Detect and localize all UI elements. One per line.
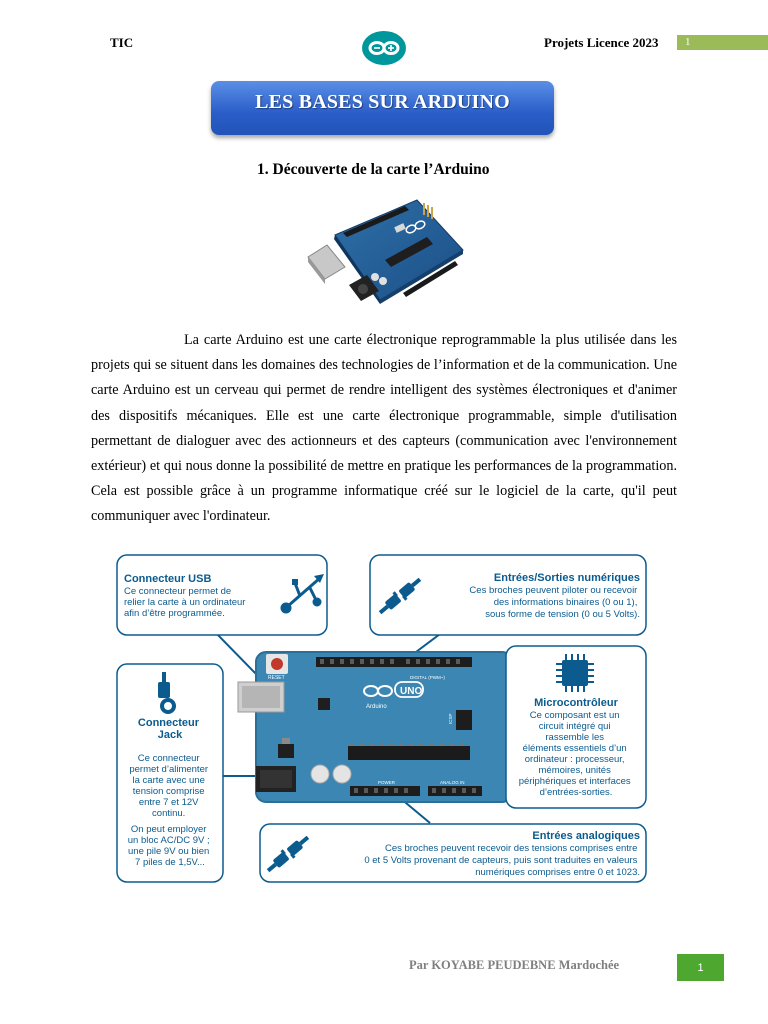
callout-usb-title: Connecteur USB	[124, 573, 212, 585]
callout-digital-line: Ces broches peuvent piloter ou recevoir	[469, 585, 638, 596]
callout-analog-title: Entrées analogiques	[532, 830, 640, 842]
callout-analog-line: numériques comprises entre 0 et 1023.	[475, 867, 640, 878]
callout-jack	[117, 664, 223, 882]
callout-micro-line: circuit intégré qui	[538, 721, 611, 732]
callout-micro-line: d’entrées-sorties.	[539, 787, 613, 798]
callout-jack-line: On peut employer	[130, 824, 207, 835]
callout-jack-line: 7 piles de 1,5V...	[135, 857, 205, 868]
callout-analog-line: Ces broches peuvent recevoir des tensions comprises entre	[384, 843, 638, 854]
header-right-label: Projets Licence 2023	[544, 35, 659, 50]
callout-digital	[370, 555, 646, 635]
callout-micro-line: périphériques et interfaces	[518, 776, 631, 787]
callout-digital-line: des informations binaires (0 ou 1),	[493, 597, 638, 608]
callout-jack-title: Jack	[157, 729, 183, 741]
arduino-logo-icon	[361, 30, 407, 66]
callout-jack-line: tension comprise	[132, 786, 205, 797]
callout-micro-line: ordinateur : processeur,	[524, 754, 625, 765]
board-brand-label: Arduino	[366, 704, 387, 710]
header-left-label: TIC	[110, 35, 134, 50]
callout-micro-line: éléments essentiels d’un	[522, 743, 627, 754]
callout-digital-title: Entrées/Sorties numériques	[493, 572, 640, 584]
intro-paragraph: La carte Arduino est une carte électronique reprogrammable la plus utilisée dans les projets qui se situent dans les domaines des technologies de l’information et de la communication. Une carte Arduino est un cerveau qui permet de rendre intelligent des systèmes électroniques et d'animer des dispositifs mécaniques. Elle est une carte électronique programmable, simple d'utilisation permettant de dialoguer avec des actionneurs et des capteurs (communication avec l'environnement extérieur) et qui nous donne la possibilité de mettre en pratique les performances de la programmation. Cela est possible grâce à un programme informatique créé sur le logiciel de la carte, qu'il peut communiquer avec l'ordinateur.	[91, 332, 677, 525]
callout-jack-line: la carte avec une	[132, 775, 205, 786]
callout-jack-line: permet d’alimenter	[129, 764, 209, 775]
callout-usb-line: relier la carte à un ordinateur	[124, 597, 246, 608]
footer-author: Par KOYABE PEUDEBNE Mardochée	[409, 958, 620, 972]
callout-micro-line: rassemble les	[545, 732, 604, 743]
callout-usb	[117, 555, 327, 635]
callout-jack-line: une pile 9V ou bien	[128, 846, 210, 857]
uno-board-illustration	[238, 652, 512, 802]
board-power-label: POWER	[378, 780, 396, 785]
arduino-diagram	[110, 548, 655, 890]
board-analog-label: ANALOG IN	[440, 780, 465, 785]
callout-micro-line: mémoires, unités	[538, 765, 611, 776]
title-banner	[211, 81, 554, 135]
board-icsp-label: ICSP	[448, 713, 453, 724]
callout-analog-line: 0 et 5 Volts provenant de capteurs, puis sont traduites en valeurs	[364, 855, 638, 866]
callout-micro	[506, 646, 646, 808]
board-digital-label: DIGITAL (PWM~)	[410, 675, 445, 680]
section-title: 1. Découverte de la carte l’Arduino	[257, 161, 490, 178]
board-reset-label: RESET	[268, 675, 285, 681]
header-page-number: 1	[677, 35, 768, 50]
callout-usb-line: Ce connecteur permet de	[124, 586, 232, 597]
callout-analog	[260, 824, 646, 882]
callout-micro-title: Microcontrôleur	[534, 697, 618, 709]
footer-page-number: 1	[677, 954, 724, 981]
callout-jack-title: Connecteur	[137, 717, 200, 729]
svg-text:Ces broches peuvent piloter ou	[469, 585, 640, 620]
callout-jack-line: continu.	[152, 808, 186, 819]
page-title: LES BASES SUR ARDUINO	[255, 91, 510, 113]
callout-micro-line: Ce composant est un	[529, 710, 620, 721]
arduino-board-photo	[305, 195, 465, 313]
callout-jack-line: entre 7 et 12V	[138, 797, 199, 808]
callout-digital-line: sous forme de tension (0 ou 5 Volts).	[485, 609, 640, 620]
callout-usb-line: afin d’être programmée.	[124, 608, 225, 619]
callout-jack-line: Ce connecteur	[137, 753, 200, 764]
callout-jack-line: un bloc AC/DC 9V ;	[127, 835, 210, 846]
board-uno-label: UNO	[400, 686, 423, 697]
